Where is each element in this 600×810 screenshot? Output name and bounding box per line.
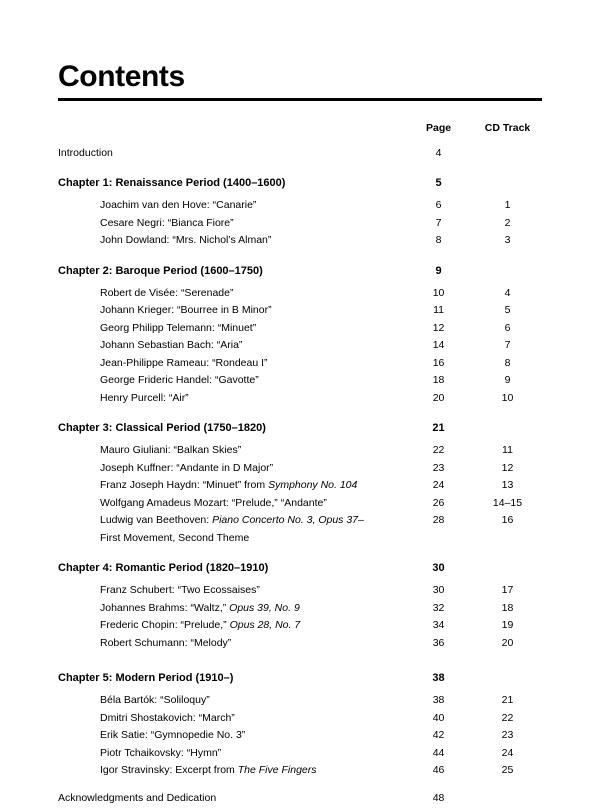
toc-row[interactable] [58, 218, 542, 236]
entry-label [58, 480, 404, 498]
chapter-page: 30 [404, 550, 473, 585]
chapter-heading: Chapter 1: Renaissance Period (1400–1600) [58, 165, 404, 200]
chapter-heading: Chapter 2: Baroque Period (1600–1750) [58, 253, 404, 288]
entry-label-text: Johannes Brahms: “Waltz,” [100, 602, 229, 614]
entry-label: Acknowledgments and Dedication [58, 793, 404, 810]
chapter-page: 9 [404, 253, 473, 288]
entry-track: 21 [473, 695, 542, 713]
entry-track: 20 [473, 638, 542, 656]
entry-track: 14–15 [473, 498, 542, 516]
entry-label-italic: Opus 28, No. 7 [230, 619, 301, 631]
entry-label [58, 515, 404, 533]
toc-row[interactable] [58, 445, 542, 463]
entry-label: Introduction [58, 148, 404, 166]
entry-track [473, 793, 542, 810]
entry-track [473, 148, 542, 166]
toc-row[interactable] [58, 393, 542, 411]
column-header-cd-track: CD Track [473, 123, 542, 148]
entry-label: Erik Satie: “Gymnopedie No. 3” [58, 730, 404, 748]
entry-page: 42 [404, 730, 473, 748]
toc-row[interactable] [58, 305, 542, 323]
entry-page: 7 [404, 218, 473, 236]
toc-row-acknowledgments[interactable] [58, 793, 542, 810]
entry-track: 1 [473, 200, 542, 218]
entry-track: 7 [473, 340, 542, 358]
toc-row[interactable] [58, 340, 542, 358]
entry-label-text: Frederic Chopin: “Prelude,” [100, 619, 230, 631]
entry-page: 8 [404, 235, 473, 253]
toc-row[interactable] [58, 765, 542, 783]
entry-track: 19 [473, 620, 542, 638]
toc-row[interactable] [58, 235, 542, 253]
toc-row[interactable] [58, 463, 542, 481]
chapter-heading-row[interactable] [58, 253, 542, 288]
entry-track: 2 [473, 218, 542, 236]
toc-row[interactable] [58, 323, 542, 341]
toc-row[interactable] [58, 620, 542, 638]
column-header-page: Page [404, 123, 473, 148]
entry-track: 24 [473, 748, 542, 766]
entry-page: 36 [404, 638, 473, 656]
entry-track: 22 [473, 713, 542, 731]
entry-page: 30 [404, 585, 473, 603]
toc-row[interactable] [58, 748, 542, 766]
entry-page: 38 [404, 695, 473, 713]
entry-label: Cesare Negri: “Bianca Fiore” [58, 218, 404, 236]
toc-row[interactable] [58, 288, 542, 306]
entry-track: 13 [473, 480, 542, 498]
entry-track: 5 [473, 305, 542, 323]
chapter-track [473, 660, 542, 695]
entry-label-text: Igor Stravinsky: Excerpt from [100, 764, 238, 776]
entry-page: 44 [404, 748, 473, 766]
chapter-track [473, 253, 542, 288]
entry-track: 23 [473, 730, 542, 748]
entry-label-italic: The Five Fingers [238, 764, 317, 776]
entry-page-blank [404, 533, 473, 551]
table-of-contents [58, 123, 542, 810]
toc-row[interactable] [58, 358, 542, 376]
entry-page: 46 [404, 765, 473, 783]
toc-row[interactable] [58, 585, 542, 603]
entry-page: 23 [404, 463, 473, 481]
toc-row[interactable] [58, 498, 542, 516]
entry-label-tail: – [358, 514, 364, 526]
entry-page: 10 [404, 288, 473, 306]
entry-label: Robert de Visée: “Serenade” [58, 288, 404, 306]
toc-row[interactable] [58, 480, 542, 498]
entry-track: 18 [473, 603, 542, 621]
entry-track: 17 [473, 585, 542, 603]
chapter-heading: Chapter 5: Modern Period (1910–) [58, 660, 404, 695]
entry-page: 20 [404, 393, 473, 411]
toc-row-introduction[interactable] [58, 148, 542, 166]
entry-track: 6 [473, 323, 542, 341]
toc-row-continuation [58, 533, 542, 551]
page-title: Contents [58, 60, 542, 101]
entry-label: Dmitri Shostakovich: “March” [58, 713, 404, 731]
entry-label: John Dowland: “Mrs. Nichol’s Alman” [58, 235, 404, 253]
entry-page: 32 [404, 603, 473, 621]
entry-label: Joseph Kuffner: “Andante in D Major” [58, 463, 404, 481]
entry-track: 8 [473, 358, 542, 376]
chapter-heading-row[interactable] [58, 660, 542, 695]
chapter-page: 5 [404, 165, 473, 200]
entry-page: 26 [404, 498, 473, 516]
table-header-row [58, 123, 542, 148]
entry-label: Piotr Tchaikovsky: “Hymn” [58, 748, 404, 766]
entry-page: 11 [404, 305, 473, 323]
entry-label: Franz Schubert: “Two Ecossaises” [58, 585, 404, 603]
chapter-heading: Chapter 4: Romantic Period (1820–1910) [58, 550, 404, 585]
toc-row[interactable] [58, 695, 542, 713]
chapter-page: 38 [404, 660, 473, 695]
entry-label: Jean-Philippe Rameau: “Rondeau I” [58, 358, 404, 376]
entry-track-blank [473, 533, 542, 551]
entry-track: 12 [473, 463, 542, 481]
entry-label: Mauro Giuliani: “Balkan Skies” [58, 445, 404, 463]
chapter-page: 21 [404, 410, 473, 445]
entry-label-text: Ludwig van Beethoven: [100, 514, 212, 526]
entry-page: 22 [404, 445, 473, 463]
entry-page: 48 [404, 793, 473, 810]
entry-page: 16 [404, 358, 473, 376]
entry-track: 10 [473, 393, 542, 411]
toc-row[interactable] [58, 730, 542, 748]
chapter-heading-row[interactable] [58, 550, 542, 585]
entry-label: Henry Purcell: “Air” [58, 393, 404, 411]
toc-row[interactable] [58, 200, 542, 218]
entry-page: 24 [404, 480, 473, 498]
entry-page: 34 [404, 620, 473, 638]
chapter-track [473, 410, 542, 445]
toc-row[interactable] [58, 603, 542, 621]
entry-page: 4 [404, 148, 473, 166]
entry-label: Joachim van den Hove: “Canarie” [58, 200, 404, 218]
entry-page: 6 [404, 200, 473, 218]
chapter-heading-row[interactable] [58, 165, 542, 200]
entry-label [58, 603, 404, 621]
entry-label-italic: Piano Concerto No. 3, Opus 37 [212, 514, 358, 526]
entry-page: 40 [404, 713, 473, 731]
entry-track: 3 [473, 235, 542, 253]
entry-label: Johann Sebastian Bach: “Aria” [58, 340, 404, 358]
entry-page: 18 [404, 375, 473, 393]
chapter-heading: Chapter 3: Classical Period (1750–1820) [58, 410, 404, 445]
entry-label [58, 620, 404, 638]
toc-row[interactable] [58, 375, 542, 393]
entry-page: 14 [404, 340, 473, 358]
entry-label-text: Franz Joseph Haydn: “Minuet” from [100, 479, 268, 491]
entry-track: 25 [473, 765, 542, 783]
entry-label: Wolfgang Amadeus Mozart: “Prelude,” “Andante” [58, 498, 404, 516]
toc-row[interactable] [58, 713, 542, 731]
toc-row[interactable] [58, 515, 542, 533]
entry-label: Béla Bartók: “Soliloquy” [58, 695, 404, 713]
entry-label: Johann Krieger: “Bourree in B Minor” [58, 305, 404, 323]
entry-track: 4 [473, 288, 542, 306]
column-header-label [58, 123, 404, 148]
entry-label [58, 765, 404, 783]
entry-page: 12 [404, 323, 473, 341]
chapter-track [473, 165, 542, 200]
entry-label-line2: First Movement, Second Theme [58, 533, 404, 551]
chapter-track [473, 550, 542, 585]
entry-label: Georg Philipp Telemann: “Minuet” [58, 323, 404, 341]
section-spacer [58, 783, 542, 793]
entry-label-italic: Symphony No. 104 [268, 479, 357, 491]
entry-label: George Frideric Handel: “Gavotte” [58, 375, 404, 393]
entry-track: 16 [473, 515, 542, 533]
entry-label: Robert Schumann: “Melody” [58, 638, 404, 656]
entry-page: 28 [404, 515, 473, 533]
toc-row[interactable] [58, 638, 542, 656]
entry-track: 11 [473, 445, 542, 463]
entry-label-italic: Opus 39, No. 9 [229, 602, 300, 614]
entry-track: 9 [473, 375, 542, 393]
chapter-heading-row[interactable] [58, 410, 542, 445]
